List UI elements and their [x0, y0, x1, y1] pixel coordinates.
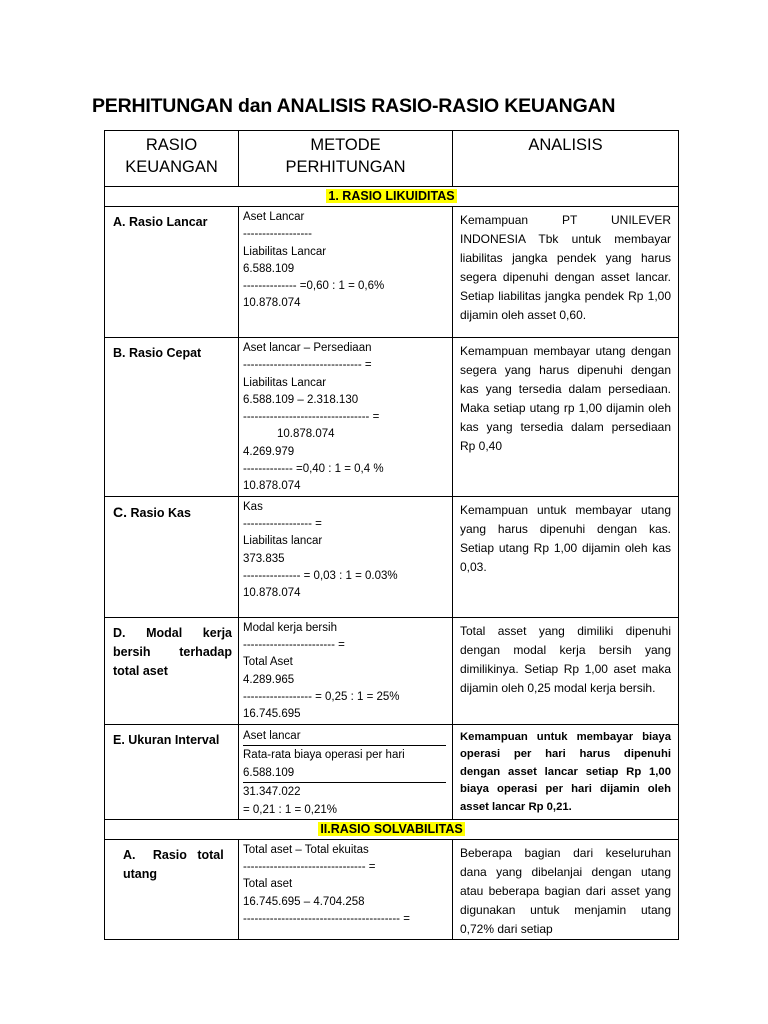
calculation-cell: Total aset – Total ekuitas -------------------------------- = Total aset 16.745.695 – 4.704.258 ----------------------------------------- =	[239, 839, 453, 939]
analysis-cell: Kemampuan membayar utang dengan segera yang harus dipenuhi dengan kas yang tersedia dalam persediaan. Maka setiap utang rp 1,00 dijamin oleh kas yang tersedia dalam persediaan Rp 0,40	[453, 338, 679, 497]
table-row	[105, 724, 679, 819]
analysis-cell: Beberapa bagian dari keseluruhan dana yang dibelanjai dengan utang atau beberapa bagian dari asset yang digunakan untuk menjamin utang 0,72% dari setiap	[453, 839, 679, 939]
calculation-cell: Kas ------------------ = Liabilitas lancar 373.835 --------------- = 0,03 : 1 = 0.03% 10.878.074	[239, 496, 453, 617]
ratio-table	[104, 130, 679, 940]
section-label: II.RASIO SOLVABILITAS	[320, 821, 463, 836]
table-row	[105, 839, 679, 939]
ratio-name: D. Modal kerja bersih terhadap total aset	[105, 617, 239, 724]
page-title: PERHITUNGAN dan ANALISIS RASIO-RASIO KEUANGAN	[92, 95, 616, 117]
analysis-cell: Total asset yang dimiliki dipenuhi dengan modal kerja bersih yang dimilikinya. Setiap Rp 1,00 aset maka dijamin oleh 0,25 modal kerja bersih.	[453, 617, 679, 724]
header-analysis: ANALISIS	[453, 131, 679, 187]
header-row	[105, 131, 679, 187]
header-ratio: RASIO KEUANGAN	[105, 131, 239, 187]
ratio-name: E. Ukuran Interval	[105, 724, 239, 819]
table-row	[105, 338, 679, 497]
calculation-cell: Aset Lancar ------------------ Liabilitas Lancar 6.588.109 -------------- =0,60 : 1 = 0,6% 10.878.074	[239, 207, 453, 338]
section-row-solvability	[105, 819, 679, 839]
analysis-cell: Kemampuan untuk membayar utang yang harus dipenuhi dengan kas. Setiap utang Rp 1,00 dijamin oleh kas 0,03.	[453, 496, 679, 617]
table-row	[105, 207, 679, 338]
ratio-name: A. Rasio Lancar	[105, 207, 239, 338]
section-label: 1. RASIO LIKUIDITAS	[328, 189, 455, 203]
ratio-name: A. Rasio total utang	[105, 839, 239, 939]
ratio-name: C. Rasio Kas	[105, 496, 239, 617]
analysis-cell: Kemampuan PT UNILEVER INDONESIA Tbk untuk membayar liabilitas jangka pendek yang harus segera dipenuhi dengan asset lancar. Setiap liabilitas jangka pendek Rp 1,00 dijamin oleh asset 0,60.	[453, 207, 679, 338]
calculation-cell: Modal kerja bersih ------------------------ = Total Aset 4.289.965 ------------------ = 0,25 : 1 = 25% 16.745.695	[239, 617, 453, 724]
calculation-cell: Aset lancar Rata-rata biaya operasi per hari 6.588.109 31.347.022 = 0,21 : 1 = 0,21%	[239, 724, 453, 819]
analysis-cell: Kemampuan untuk membayar biaya operasi per hari harus dipenuhi dengan asset lancar setiap Rp 1,00 biaya operasi per hari dijamin oleh asset lancar Rp 0,21.	[453, 724, 679, 819]
table-row	[105, 496, 679, 617]
header-method: METODE PERHITUNGAN	[239, 131, 453, 187]
calculation-cell: Aset lancar – Persediaan ------------------------------- = Liabilitas Lancar 6.588.109 – 2.318.130 --------------------------------- = 10.878.074 4.269.979 ------------- =0,40 : 1 = 0,4 % 10.878.074	[239, 338, 453, 497]
section-row-liquidity	[105, 187, 679, 207]
table-row	[105, 617, 679, 724]
ratio-name: B. Rasio Cepat	[105, 338, 239, 497]
